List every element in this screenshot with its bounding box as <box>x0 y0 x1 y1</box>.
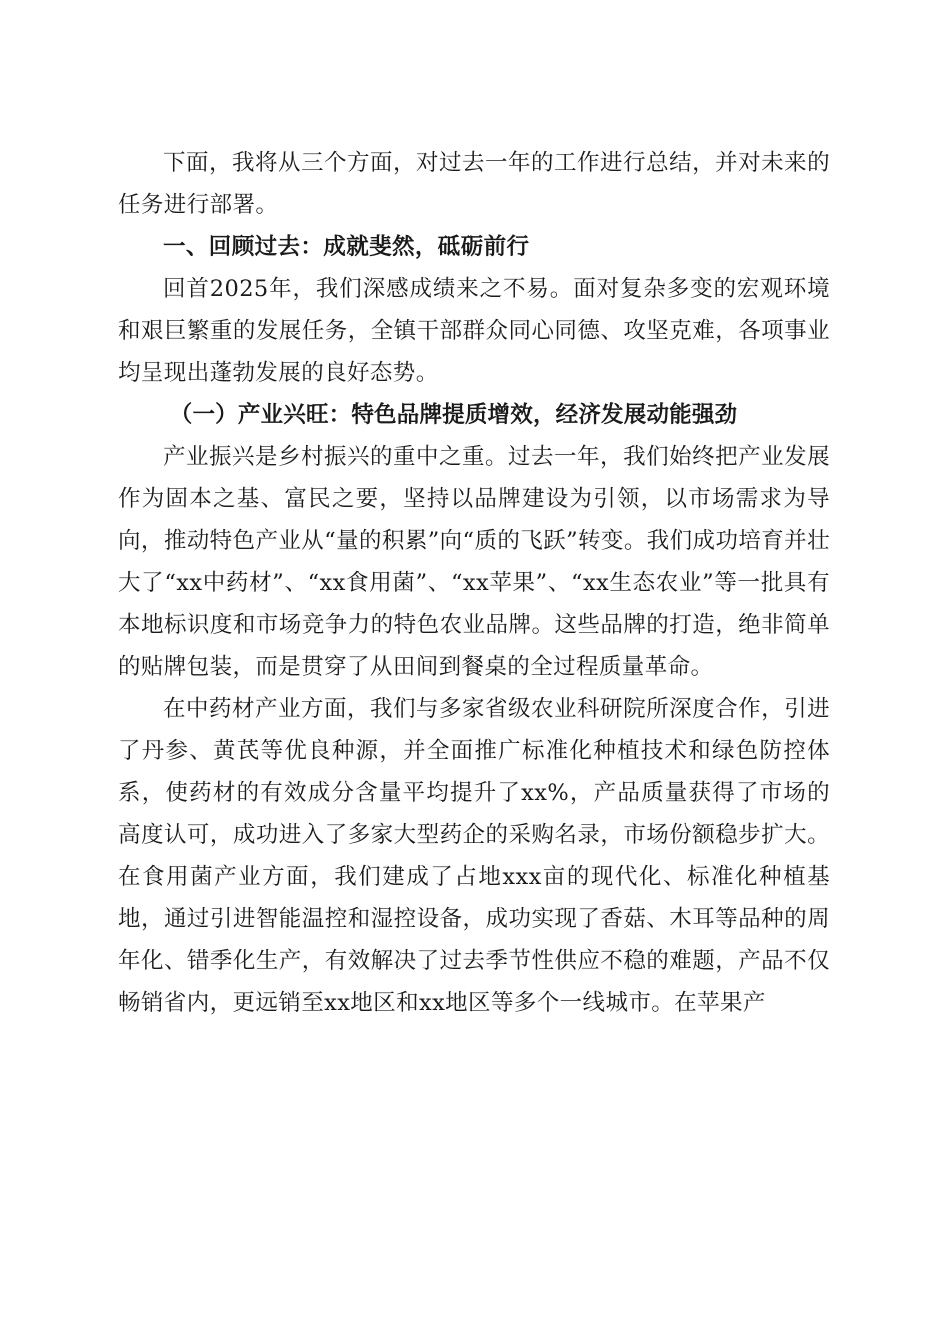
heading-review-past: 一、回顾过去：成就斐然，砥砺前行 <box>163 234 530 260</box>
subheading-industry: （一）产业兴旺：特色品牌提质增效，经济发展动能强劲 <box>169 402 738 428</box>
paragraph-herbs-fungi: 在中药材产业方面，我们与多家省级农业科研院所深度合作，引进了丹参、黄芪等优良种源，并全面推广标准化种植技术和绿色防控体系，使药材的有效成分含量平均提升了xx%，产品质量获得了市场的高度认可，成功进入了多家大型药企的采购名录，市场份额稳步扩大。在食用菌产业方面，我们建成了占地xxx亩的现代化、标准化种植基地，通过引进智能温控和湿控设备，成功实现了香菇、木耳等品种的周年化、错季化生产，有效解决了过去季节性供应不稳的难题，产品不仅畅销省内，更远销至xx地区和xx地区等多个一线城市。在苹果产 <box>118 696 830 1016</box>
document-page <box>118 142 830 1024</box>
paragraph-industry-brands: 产业振兴是乡村振兴的重中之重。过去一年，我们始终把产业发展作为固本之基、富民之要，坚持以品牌建设为引领，以市场需求为导向，推动特色产业从“量的积累”向“质的飞跃”转变。我们成功培育并壮大了“xx中药材”、“xx食用菌”、“xx苹果”、“xx生态农业”等一批具有本地标识度和市场竞争力的特色农业品牌。这些品牌的打造，绝非简单的贴牌包装，而是贯穿了从田间到餐桌的全过程质量革命。 <box>118 444 830 680</box>
paragraph-review-2025: 回首2025年，我们深感成绩来之不易。面对复杂多变的宏观环境和艰巨繁重的发展任务，全镇干部群众同心同德、攻坚克难，各项事业均呈现出蓬勃发展的良好态势。 <box>118 276 830 386</box>
paragraph-intro: 下面，我将从三个方面，对过去一年的工作进行总结，并对未来的任务进行部署。 <box>118 150 830 218</box>
